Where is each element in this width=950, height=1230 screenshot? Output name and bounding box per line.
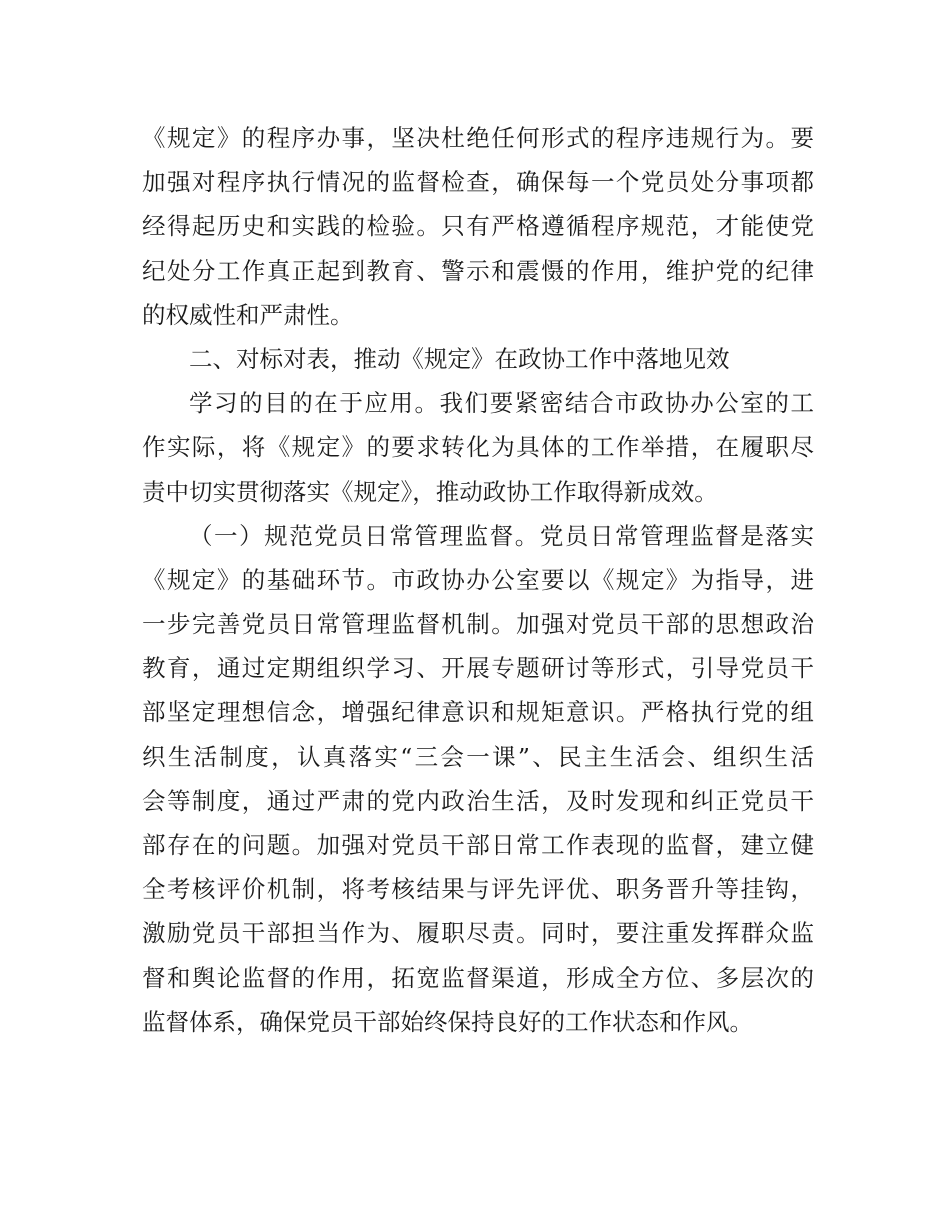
paragraph-line: 的权威性和严肃性。 [142, 300, 354, 329]
paragraph-line: 全考核评价机制，将考核结果与评先评优、职务晋升等挂钩， [142, 875, 814, 904]
paragraph-line: 作实际，将《规定》的要求转化为具体的工作举措，在履职尽 [142, 433, 814, 462]
paragraph-line: 织生活制度，认真落实“三会一课”、民主生活会、组织生活 [142, 742, 814, 771]
paragraph-line: 激励党员干部担当作为、履职尽责。同时，要注重发挥群众监 [142, 919, 814, 948]
paragraph-line: 监督体系，确保党员干部始终保持良好的工作状态和作风。 [142, 1007, 753, 1036]
section-heading: 二、对标对表，推动《规定》在政协工作中落地见效 [189, 344, 730, 373]
paragraph-line: 督和舆论监督的作用，拓宽监督渠道，形成全方位、多层次的 [142, 963, 814, 992]
paragraph-line: 加强对程序执行情况的监督检查，确保每一个党员处分事项都 [142, 168, 814, 197]
paragraph-line: 教育，通过定期组织学习、开展专题研讨等形式，引导党员干 [142, 654, 814, 683]
paragraph-line: 会等制度，通过严肃的党内政治生活，及时发现和纠正党员干 [142, 786, 814, 815]
paragraph-line: 《规定》的基础环节。市政协办公室要以《规定》为指导，进 [142, 565, 814, 594]
paragraph-line: 一步完善党员日常管理监督机制。加强对党员干部的思想政治 [142, 610, 814, 639]
paragraph-line: 责中切实贯彻落实《规定》，推动政协工作取得新成效。 [142, 477, 718, 506]
paragraph-line: 部存在的问题。加强对党员干部日常工作表现的监督，建立健 [142, 831, 814, 859]
paragraph-line: 学习的目的在于应用。我们要紧密结合市政协办公室的工 [189, 389, 814, 418]
paragraph-line: 纪处分工作真正起到教育、警示和震慑的作用，维护党的纪律 [142, 256, 814, 285]
subsection-heading-line: （一）规范党员日常管理监督。党员日常管理监督是落实 [189, 521, 814, 550]
document-body [142, 116, 814, 1044]
paragraph-line: 经得起历史和实践的检验。只有严格遵循程序规范，才能使党 [142, 212, 814, 241]
paragraph-line: 部坚定理想信念，增强纪律意识和规矩意识。严格执行党的组 [142, 698, 814, 727]
paragraph-line: 《规定》的程序办事，坚决杜绝任何形式的程序违规行为。要 [142, 124, 814, 152]
